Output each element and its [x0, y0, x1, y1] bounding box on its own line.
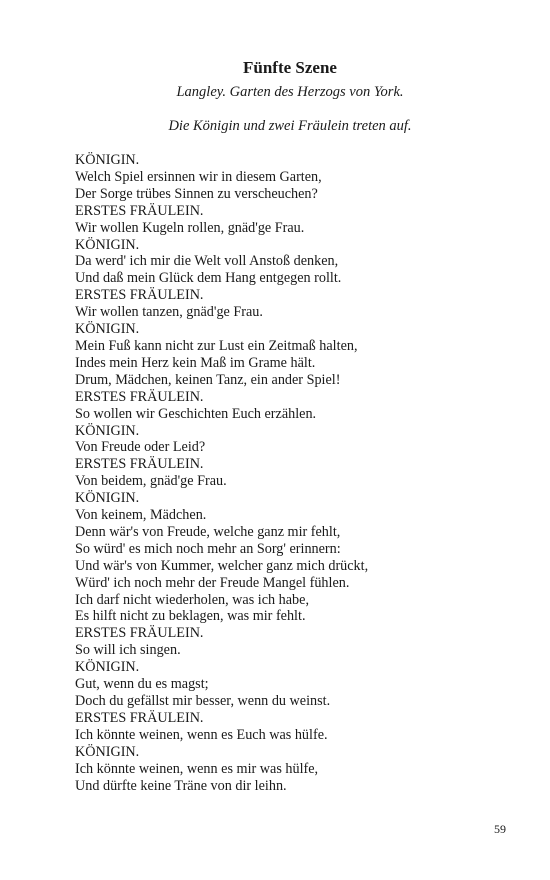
verse-line: Ich könnte weinen, wenn es Euch was hülfe.	[75, 726, 328, 743]
verse-line: Ich könnte weinen, wenn es mir was hülfe,	[75, 760, 319, 777]
verse-line: Von beidem, gnäd'ge Frau.	[75, 473, 227, 490]
speaker-name: ERSTES FRÄULEIN.	[75, 202, 204, 219]
page-number: 59	[494, 822, 506, 836]
verse-line: Welch Spiel ersinnen wir in diesem Garten,	[75, 168, 322, 185]
verse-line: Würd' ich noch mehr der Freude Mangel fühlen.	[75, 574, 350, 591]
verse-line: So wollen wir Geschichten Euch erzählen.	[75, 405, 317, 422]
speaker-name: KÖNIGIN.	[75, 422, 140, 439]
verse-line: Ich darf nicht wiederholen, was ich habe,	[75, 591, 309, 608]
verse-line: So würd' es mich noch mehr an Sorg' erinnern:	[75, 540, 341, 557]
stage-direction-entrance: Die Königin und zwei Fräulein treten auf.	[168, 118, 412, 134]
speaker-name: ERSTES FRÄULEIN.	[75, 456, 204, 473]
verse-line: Es hilft nicht zu beklagen, was mir fehlt.	[75, 608, 306, 625]
speaker-name: ERSTES FRÄULEIN.	[75, 287, 204, 304]
verse-line: Wir wollen tanzen, gnäd'ge Frau.	[75, 304, 263, 321]
verse-line: Wir wollen Kugeln rollen, gnäd'ge Frau.	[75, 219, 305, 236]
verse-line: Und wär's von Kummer, welcher ganz mich drückt,	[75, 557, 369, 574]
verse-line: Da werd' ich mir die Welt voll Anstoß denken,	[75, 253, 339, 270]
verse-line: Der Sorge trübes Sinnen zu verscheuchen?	[75, 185, 318, 202]
dialogue-text	[75, 152, 495, 794]
verse-line: Indes mein Herz kein Maß im Grame hält.	[75, 354, 316, 371]
speaker-name: ERSTES FRÄULEIN.	[75, 625, 204, 642]
verse-line: Denn wär's von Freude, welche ganz mir fehlt,	[75, 523, 341, 540]
speaker-name: KÖNIGIN.	[75, 236, 140, 253]
speaker-name: KÖNIGIN.	[75, 659, 140, 676]
verse-line: Gut, wenn du es magst;	[75, 676, 209, 693]
speaker-name: KÖNIGIN.	[75, 743, 140, 760]
speaker-name: ERSTES FRÄULEIN.	[75, 709, 204, 726]
verse-line: Und daß mein Glück dem Hang entgegen rollt.	[75, 270, 342, 287]
verse-line: Und dürfte keine Träne von dir leihn.	[75, 777, 287, 794]
verse-line: Von Freude oder Leid?	[75, 439, 206, 456]
speaker-name: KÖNIGIN.	[75, 321, 140, 338]
speaker-name: KÖNIGIN.	[75, 490, 140, 507]
speaker-name: ERSTES FRÄULEIN.	[75, 388, 204, 405]
verse-line: Doch du gefällst mir besser, wenn du weinst.	[75, 693, 331, 709]
stage-direction-location: Langley. Garten des Herzogs von York.	[176, 84, 404, 100]
scene-title: Fünfte Szene	[243, 58, 337, 77]
speaker-name: KÖNIGIN.	[75, 152, 140, 168]
verse-line: So will ich singen.	[75, 642, 181, 659]
verse-line: Mein Fuß kann nicht zur Lust ein Zeitmaß halten,	[75, 337, 358, 354]
verse-line: Drum, Mädchen, keinen Tanz, ein ander Spiel!	[75, 371, 341, 388]
verse-line: Von keinem, Mädchen.	[75, 507, 207, 524]
